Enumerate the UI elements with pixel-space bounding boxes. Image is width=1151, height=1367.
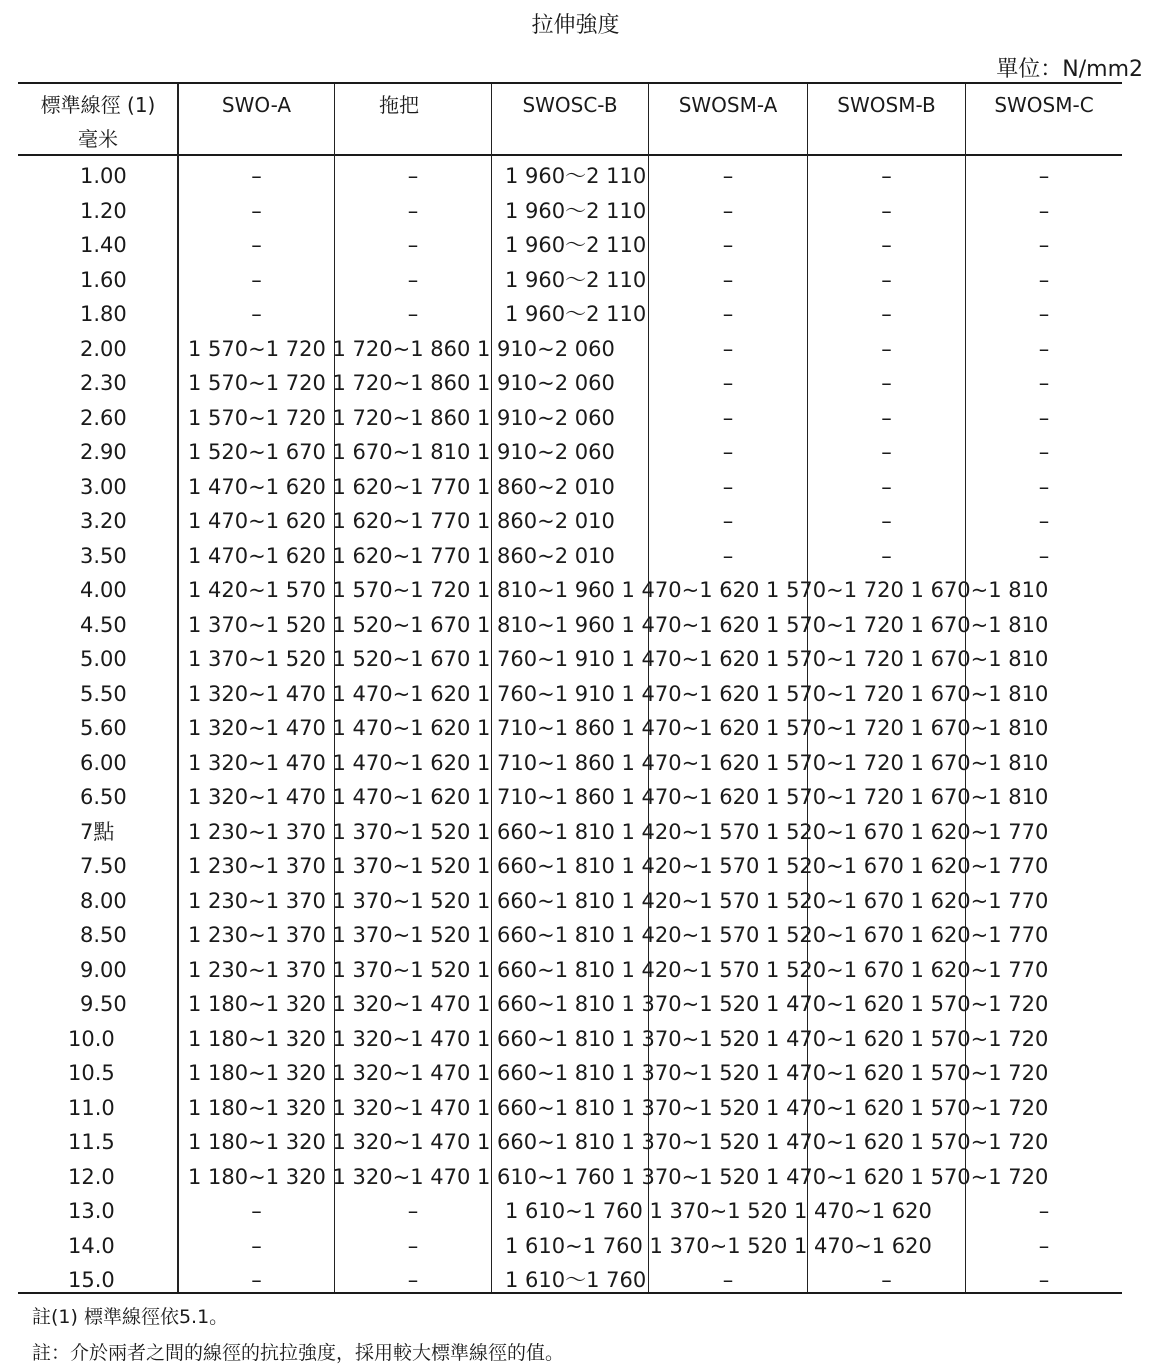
value-cell: 1 960～2 110 xyxy=(505,268,647,292)
value-cell: 1 960～2 110 xyxy=(505,233,647,257)
value-cell: – xyxy=(1038,233,1050,257)
diameter-cell: 2.30 xyxy=(80,371,127,395)
diameter-cell: 1.40 xyxy=(80,233,127,257)
diameter-cell: 5.50 xyxy=(80,682,127,706)
diameter-cell: 4.50 xyxy=(80,613,127,637)
value-cell: – xyxy=(407,164,419,188)
value-cell: – xyxy=(722,233,734,257)
header-swosm-c: SWOSM-C xyxy=(994,93,1094,117)
header-swosm-a: SWOSM-A xyxy=(678,93,778,117)
diameter-cell: 6.50 xyxy=(80,785,127,809)
value-cell: – xyxy=(722,371,734,395)
value-cell: – xyxy=(1038,337,1050,361)
value-cell: – xyxy=(251,1268,262,1292)
merged-values-cell: 1 180~1 320 1 320~1 470 1 660~1 810 1 370~1 520 1 470~1 620 1 570~1 720 xyxy=(188,1061,1049,1085)
value-cell: 1 610～1 760 xyxy=(505,1268,647,1292)
value-cell: 1 960～2 110 xyxy=(505,302,647,326)
merged-values-cell: 1 610~1 760 1 370~1 520 1 470~1 620 xyxy=(505,1199,932,1223)
merged-values-cell: 1 570~1 720 1 720~1 860 1 910~2 060 xyxy=(188,371,615,395)
diameter-cell: 7點 xyxy=(80,820,115,844)
value-cell: – xyxy=(1038,406,1050,430)
value-cell: – xyxy=(881,164,892,188)
diameter-cell: 3.00 xyxy=(80,475,127,499)
diameter-cell: 1.60 xyxy=(80,268,127,292)
diameter-cell: 1.20 xyxy=(80,199,127,223)
diameter-cell: 6.00 xyxy=(80,751,127,775)
value-cell: – xyxy=(1038,1234,1050,1258)
diameter-cell: 2.60 xyxy=(80,406,127,430)
value-cell: – xyxy=(881,371,892,395)
diameter-cell: 15.0 xyxy=(68,1268,115,1292)
diameter-cell: 5.00 xyxy=(80,647,127,671)
footnote-2: 註：介於兩者之間的線徑的抗拉強度，採用較大標準線徑的值。 xyxy=(32,1342,565,1364)
value-cell: – xyxy=(1038,1199,1050,1223)
merged-values-cell: 1 180~1 320 1 320~1 470 1 660~1 810 1 370~1 520 1 470~1 620 1 570~1 720 xyxy=(188,1027,1049,1051)
header-col-2: 拖把 xyxy=(379,93,419,117)
merged-values-cell: 1 320~1 470 1 470~1 620 1 710~1 860 1 470~1 620 1 570~1 720 1 670~1 810 xyxy=(188,751,1049,775)
value-cell: – xyxy=(407,1268,419,1292)
merged-values-cell: 1 320~1 470 1 470~1 620 1 710~1 860 1 470~1 620 1 570~1 720 1 670~1 810 xyxy=(188,716,1049,740)
value-cell: – xyxy=(407,268,419,292)
diameter-cell: 8.00 xyxy=(80,889,127,913)
diameter-cell: 11.0 xyxy=(68,1096,115,1120)
diameter-cell: 5.60 xyxy=(80,716,127,740)
value-cell: – xyxy=(881,1268,892,1292)
value-cell: – xyxy=(1038,475,1050,499)
value-cell: – xyxy=(1038,371,1050,395)
value-cell: – xyxy=(722,544,734,568)
diameter-cell: 10.5 xyxy=(68,1061,115,1085)
diameter-cell: 12.0 xyxy=(68,1165,115,1189)
merged-values-cell: 1 180~1 320 1 320~1 470 1 660~1 810 1 370~1 520 1 470~1 620 1 570~1 720 xyxy=(188,1096,1049,1120)
value-cell: 1 960～2 110 xyxy=(505,164,647,188)
value-cell: – xyxy=(881,440,892,464)
merged-values-cell: 1 180~1 320 1 320~1 470 1 660~1 810 1 370~1 520 1 470~1 620 1 570~1 720 xyxy=(188,992,1049,1016)
value-cell: – xyxy=(251,1199,262,1223)
value-cell: – xyxy=(407,302,419,326)
value-cell: – xyxy=(881,233,892,257)
diameter-cell: 7.50 xyxy=(80,854,127,878)
value-cell: – xyxy=(881,406,892,430)
value-cell: – xyxy=(1038,544,1050,568)
diameter-cell: 2.00 xyxy=(80,337,127,361)
merged-values-cell: 1 570~1 720 1 720~1 860 1 910~2 060 xyxy=(188,337,615,361)
unit-label: 單位：N/mm2 xyxy=(996,57,1143,82)
value-cell: – xyxy=(722,440,734,464)
value-cell: – xyxy=(251,233,262,257)
diameter-cell: 9.00 xyxy=(80,958,127,982)
header-diameter-unit: 毫米 xyxy=(78,127,118,151)
merged-values-cell: 1 370~1 520 1 520~1 670 1 760~1 910 1 470~1 620 1 570~1 720 1 670~1 810 xyxy=(188,647,1049,671)
merged-values-cell: 1 230~1 370 1 370~1 520 1 660~1 810 1 420~1 570 1 520~1 670 1 620~1 770 xyxy=(188,889,1049,913)
merged-values-cell: 1 230~1 370 1 370~1 520 1 660~1 810 1 420~1 570 1 520~1 670 1 620~1 770 xyxy=(188,820,1049,844)
value-cell: – xyxy=(881,544,892,568)
value-cell: – xyxy=(1038,509,1050,533)
merged-values-cell: 1 180~1 320 1 320~1 470 1 610~1 760 1 370~1 520 1 470~1 620 1 570~1 720 xyxy=(188,1165,1049,1189)
merged-values-cell: 1 230~1 370 1 370~1 520 1 660~1 810 1 420~1 570 1 520~1 670 1 620~1 770 xyxy=(188,958,1049,982)
diameter-cell: 3.50 xyxy=(80,544,127,568)
value-cell: – xyxy=(722,302,734,326)
value-cell: – xyxy=(881,475,892,499)
value-cell: – xyxy=(407,1199,419,1223)
value-cell: – xyxy=(881,337,892,361)
value-cell: – xyxy=(1038,302,1050,326)
merged-values-cell: 1 370~1 520 1 520~1 670 1 810~1 960 1 470~1 620 1 570~1 720 1 670~1 810 xyxy=(188,613,1049,637)
value-cell: – xyxy=(407,1234,419,1258)
merged-values-cell: 1 230~1 370 1 370~1 520 1 660~1 810 1 420~1 570 1 520~1 670 1 620~1 770 xyxy=(188,923,1049,947)
merged-values-cell: 1 420~1 570 1 570~1 720 1 810~1 960 1 470~1 620 1 570~1 720 1 670~1 810 xyxy=(188,578,1049,602)
value-cell: – xyxy=(881,302,892,326)
value-cell: – xyxy=(722,199,734,223)
value-cell: – xyxy=(1038,440,1050,464)
merged-values-cell: 1 230~1 370 1 370~1 520 1 660~1 810 1 420~1 570 1 520~1 670 1 620~1 770 xyxy=(188,854,1049,878)
value-cell: – xyxy=(722,1268,734,1292)
merged-values-cell: 1 520~1 670 1 670~1 810 1 910~2 060 xyxy=(188,440,615,464)
value-cell: – xyxy=(881,268,892,292)
value-cell: – xyxy=(722,406,734,430)
value-cell: – xyxy=(407,233,419,257)
footnote-1: 註(1) 標準線徑依5.1。 xyxy=(32,1306,229,1328)
value-cell: – xyxy=(251,268,262,292)
value-cell: – xyxy=(251,302,262,326)
diameter-cell: 4.00 xyxy=(80,578,127,602)
value-cell: – xyxy=(881,199,892,223)
value-cell: – xyxy=(722,475,734,499)
diameter-cell: 2.90 xyxy=(80,440,127,464)
value-cell: – xyxy=(1038,199,1050,223)
diameter-cell: 8.50 xyxy=(80,923,127,947)
value-cell: – xyxy=(881,509,892,533)
diameter-cell: 14.0 xyxy=(68,1234,115,1258)
value-cell: – xyxy=(1038,164,1050,188)
diameter-cell: 11.5 xyxy=(68,1130,115,1154)
value-cell: 1 960～2 110 xyxy=(505,199,647,223)
header-diameter: 標準線徑 (1) xyxy=(40,93,156,117)
value-cell: – xyxy=(251,164,262,188)
value-cell: – xyxy=(722,337,734,361)
value-cell: – xyxy=(251,199,262,223)
merged-values-cell: 1 320~1 470 1 470~1 620 1 710~1 860 1 470~1 620 1 570~1 720 1 670~1 810 xyxy=(188,785,1049,809)
value-cell: – xyxy=(722,268,734,292)
header-swosc-b: SWOSC-B xyxy=(522,93,618,117)
value-cell: – xyxy=(251,1234,262,1258)
table-top-rule xyxy=(18,82,1122,84)
diameter-cell: 10.0 xyxy=(68,1027,115,1051)
header-swo-a: SWO-A xyxy=(221,93,292,117)
diameter-cell: 1.80 xyxy=(80,302,127,326)
merged-values-cell: 1 180~1 320 1 320~1 470 1 660~1 810 1 370~1 520 1 470~1 620 1 570~1 720 xyxy=(188,1130,1049,1154)
merged-values-cell: 1 570~1 720 1 720~1 860 1 910~2 060 xyxy=(188,406,615,430)
header-bottom-rule xyxy=(18,154,1122,156)
diameter-cell: 9.50 xyxy=(80,992,127,1016)
value-cell: – xyxy=(1038,1268,1050,1292)
value-cell: – xyxy=(1038,268,1050,292)
header-swosm-b: SWOSM-B xyxy=(837,93,936,117)
diameter-cell: 1.00 xyxy=(80,164,127,188)
value-cell: – xyxy=(722,164,734,188)
diameter-cell: 3.20 xyxy=(80,509,127,533)
page-title: 拉伸強度 xyxy=(531,13,620,38)
diameter-cell: 13.0 xyxy=(68,1199,115,1223)
merged-values-cell: 1 470~1 620 1 620~1 770 1 860~2 010 xyxy=(188,475,615,499)
merged-values-cell: 1 610~1 760 1 370~1 520 1 470~1 620 xyxy=(505,1234,932,1258)
value-cell: – xyxy=(407,199,419,223)
merged-values-cell: 1 470~1 620 1 620~1 770 1 860~2 010 xyxy=(188,509,615,533)
merged-values-cell: 1 320~1 470 1 470~1 620 1 760~1 910 1 470~1 620 1 570~1 720 1 670~1 810 xyxy=(188,682,1049,706)
merged-values-cell: 1 470~1 620 1 620~1 770 1 860~2 010 xyxy=(188,544,615,568)
value-cell: – xyxy=(722,509,734,533)
